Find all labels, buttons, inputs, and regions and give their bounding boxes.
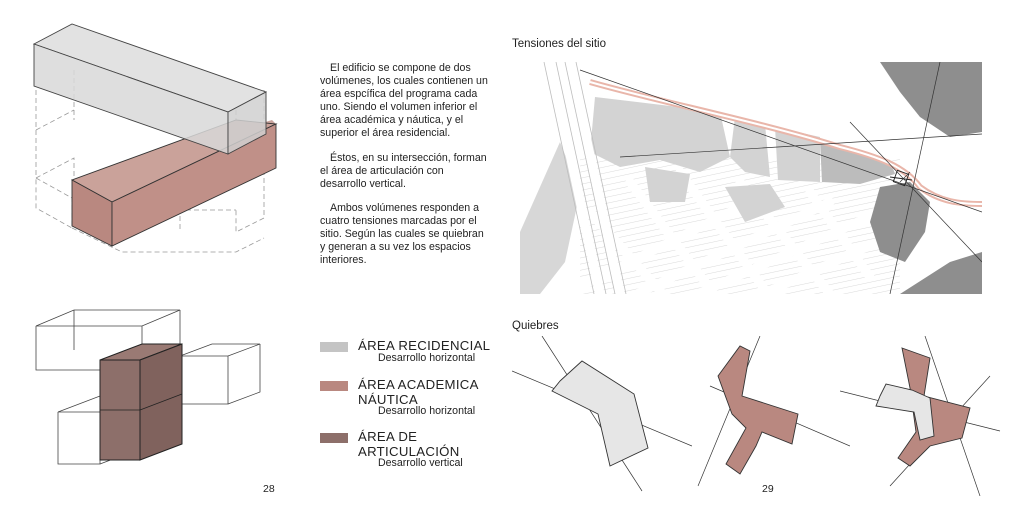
- description-paragraph-2: Éstos, en su intersección, forman el área de articulación con desarrollo vertical.: [320, 151, 487, 190]
- break-shape-academic: [718, 346, 798, 474]
- breaks-title: Quiebres: [512, 320, 559, 332]
- residential-volume: [34, 24, 266, 154]
- site-tensions-map: [520, 62, 982, 294]
- description-paragraph-3: Ambos volúmenes responden a cuatro tensiones marcadas por el sitio. Según las cuales se quiebran y generan a su vez los espacios interiores.: [320, 201, 484, 267]
- legend-title-residential: ÁREA RECIDENCIAL: [358, 338, 491, 353]
- legend-swatch-articulation: [320, 433, 348, 443]
- legend-subtitle-academic: Desarrollo horizontal: [378, 405, 476, 417]
- legend-title-articulation: ÁREA DE ARTICULACIÓN: [358, 429, 460, 459]
- break-shape-residential-2: [876, 384, 934, 440]
- articulation-tower: [100, 344, 182, 460]
- legend-swatch-academic: [320, 381, 348, 391]
- legend-swatch-residential: [320, 342, 348, 352]
- break-diagram-3: [840, 336, 1010, 496]
- description-paragraph-1: El edificio se compone de dos volúmenes, los cuales contienen un área espcífica del programa cada uno. Siendo el volumen inferior el área académica y náutica, y el superior el área residencial.: [320, 62, 488, 140]
- break-shape-residential: [552, 361, 648, 466]
- site-tensions-title: Tensiones del sitio: [512, 38, 606, 50]
- legend-subtitle-articulation: Desarrollo vertical: [378, 457, 463, 469]
- break-diagram-2: [690, 336, 850, 496]
- page-number-right: 29: [762, 483, 774, 495]
- articulation-axonometric: [0, 300, 300, 500]
- description-text: [320, 62, 488, 278]
- volumes-axonometric: [0, 0, 300, 260]
- legend-title-academic: ÁREA ACADEMICA NÁUTICA: [358, 377, 478, 407]
- page-number-left: 28: [263, 483, 275, 495]
- break-diagram-1: [512, 336, 692, 496]
- legend-subtitle-residential: Desarrollo horizontal: [378, 352, 476, 364]
